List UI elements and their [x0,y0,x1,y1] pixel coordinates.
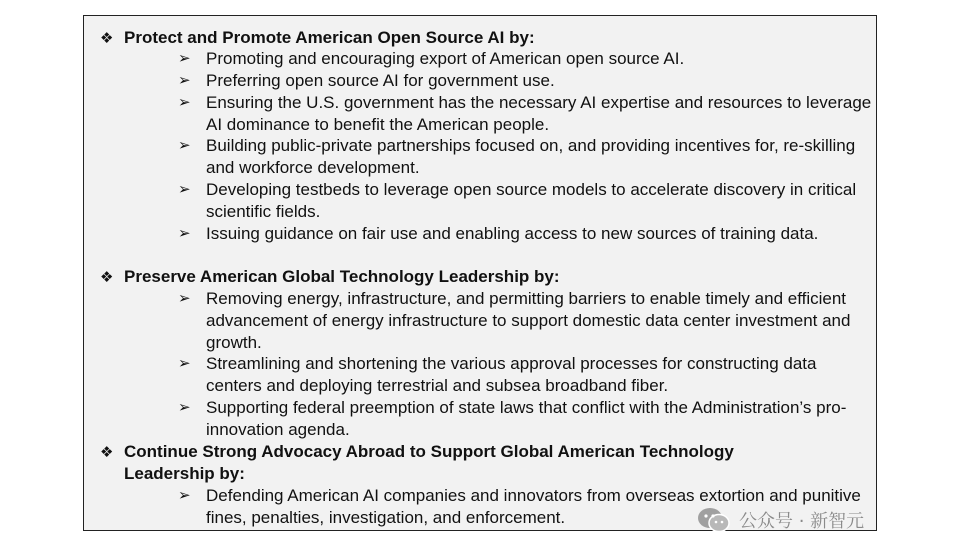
section-heading [100,27,535,49]
section-heading-text: Preserve American Global Technology Leadership by: [124,267,560,286]
arrow-bullet-icon: ➢ [178,71,191,89]
watermark-text: 公众号 · 新智元 [739,511,865,532]
section-heading-text: Protect and Promote American Open Source AI by: [124,28,535,47]
section-heading [100,266,560,288]
arrow-bullet-icon: ➢ [178,136,191,154]
list-item-text: Removing energy, infrastructure, and permitting barriers to enable timely and efficient advancement of energy infrastructure to support domestic data center investment and growth. [206,289,851,352]
list-item [178,353,874,397]
list-item-text: Promoting and encouraging export of American open source AI. [206,49,685,68]
list-item-text: Defending American AI companies and innovators from overseas extortion and punitive fines, penalties, investigation, and enforcement. [206,486,861,527]
arrow-bullet-icon: ➢ [178,486,191,504]
diamond-bullet-icon: ❖ [100,29,114,47]
arrow-bullet-icon: ➢ [178,398,191,416]
list-item-text: Issuing guidance on fair use and enabling access to new sources of training data. [206,224,819,243]
arrow-bullet-icon: ➢ [178,180,191,198]
watermark [697,505,864,535]
list-item-text: Building public-private partnerships focused on, and providing incentives for, re-skilling and workforce development. [206,136,856,177]
arrow-bullet-icon: ➢ [178,49,191,67]
list-item-text: Ensuring the U.S. government has the necessary AI expertise and resources to leverage AI dominance to benefit the American people. [206,93,872,134]
list-item [178,223,874,245]
arrow-bullet-icon: ➢ [178,93,191,111]
list-item-text: Developing testbeds to leverage open source models to accelerate discovery in critical scientific fields. [206,180,857,221]
list-item [178,48,874,70]
section-heading [100,441,824,485]
section-heading-text: Continue Strong Advocacy Abroad to Support Global American Technology Leadership by: [124,442,734,483]
list-item [178,288,874,353]
list-item [178,135,874,179]
list-item-text: Streamlining and shortening the various approval processes for constructing data centers and deploying terrestrial and subsea broadband fiber. [206,354,817,395]
policy-content-box [83,15,877,531]
arrow-bullet-icon: ➢ [178,354,191,372]
list-item [178,397,874,441]
list-item-text: Preferring open source AI for government use. [206,71,555,90]
diamond-bullet-icon: ❖ [100,443,114,461]
list-item-text: Supporting federal preemption of state laws that conflict with the Administration’s pro-innovation agenda. [206,398,847,439]
list-item [178,179,874,223]
arrow-bullet-icon: ➢ [178,224,191,242]
arrow-bullet-icon: ➢ [178,289,191,307]
wechat-icon [697,507,731,533]
list-item [178,92,874,136]
list-item [178,70,874,92]
diamond-bullet-icon: ❖ [100,268,114,286]
